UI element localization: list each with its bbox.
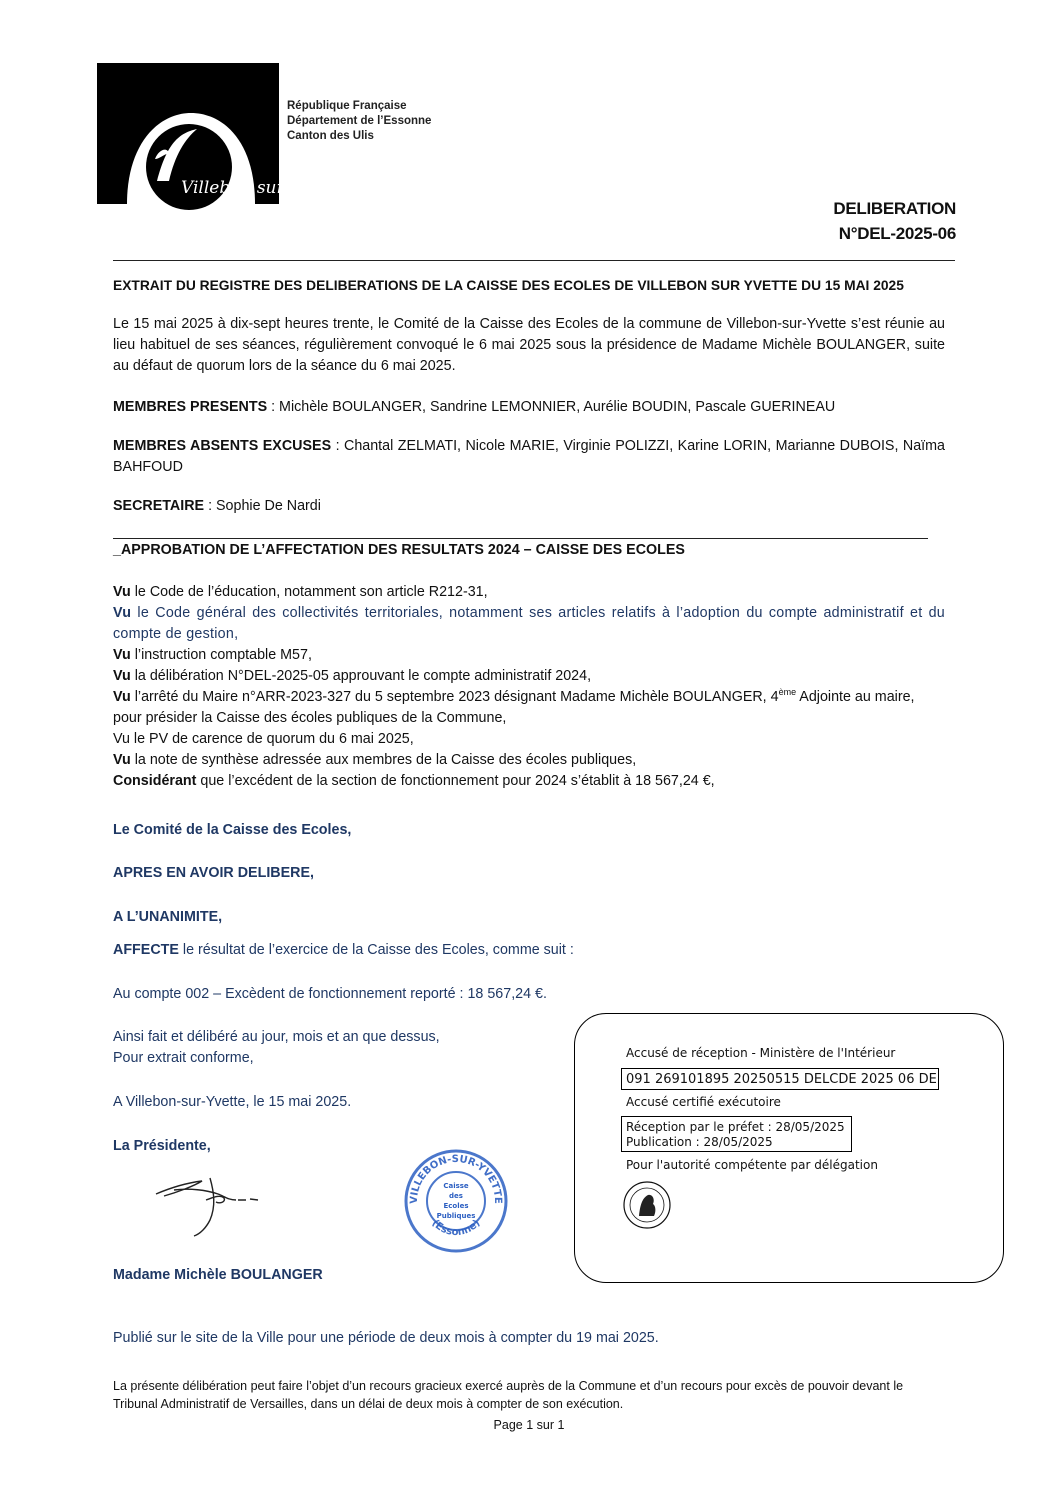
republic-label: République Française xyxy=(287,100,407,112)
marianne-seal-icon xyxy=(622,1180,672,1230)
visa-keyword: Vu xyxy=(113,605,132,621)
visa-text: Adjointe au maire, pour présider la Caisse des écoles publiques de la Commune, xyxy=(113,689,915,726)
deliberation-heading xyxy=(833,196,956,246)
members-absent-value: : Chantal ZELMATI, Nicole MARIE, Virginie POLIZZI, Karine LORIN, Marianne DUBOIS, Naïma BAHFOUD xyxy=(113,438,945,475)
department-label: Département de l’Essonne xyxy=(287,115,432,127)
signature xyxy=(150,1170,265,1240)
visa-keyword: Considérant xyxy=(113,773,197,789)
visa-text: le Code général des collectivités territoriales, notamment ses articles relatifs à l’adoption du compte administratif et du compte de gestion, xyxy=(113,605,945,642)
visa-keyword: Vu xyxy=(113,584,131,600)
header-divider xyxy=(113,260,955,261)
visa-line xyxy=(113,582,945,603)
svg-text:VILLEBON-SUR-YVETTE: VILLEBON-SUR-YVETTE xyxy=(408,1153,504,1204)
affecte-line xyxy=(113,940,945,961)
visa-line xyxy=(113,750,945,771)
svg-text:des: des xyxy=(449,1192,463,1200)
visa-text: le Code de l’éducation, notamment son article R212-31, xyxy=(130,584,488,600)
receipt-reception: Réception par le préfet : 28/05/2025 xyxy=(626,1120,845,1134)
president-name: Madame Michèle BOULANGER xyxy=(113,1267,323,1283)
subject-heading: _APPROBATION DE L’AFFECTATION DES RESULTATS 2024 – CAISSE DES ECOLES xyxy=(113,542,685,558)
canton-label: Canton des Ulis xyxy=(287,130,374,142)
appeal-note: La présente délibération peut faire l’objet d’un recours gracieux exercé auprès de la Commune et d’un recours pour excès de pouvoir devant le Tribunal Administratif de Versailles, dans un délai de deux mois à compter de son exécution. xyxy=(113,1379,904,1411)
members-present-label: MEMBRES PRESENTS xyxy=(113,399,268,415)
closing-line-2: Pour extrait conforme, xyxy=(113,1050,254,1066)
visa-line xyxy=(113,645,945,666)
visa-line xyxy=(113,603,945,645)
unanimity: A L’UNANIMITE, xyxy=(113,909,223,925)
receipt-title: Accusé de réception - Ministère de l'Intérieur xyxy=(626,1046,896,1060)
affecte-keyword: AFFECTE xyxy=(113,942,179,958)
president-title: La Présidente, xyxy=(113,1138,211,1154)
republic-heading xyxy=(287,99,431,144)
members-present-value: : Michèle BOULANGER, Sandrine LEMONNIER, Aurélie BOUDIN, Pascale GUERINEAU xyxy=(267,399,836,415)
visa-keyword: Vu xyxy=(113,752,131,768)
after-deliberation: APRES EN AVOIR DELIBERE, xyxy=(113,865,314,881)
secretary-value: : Sophie De Nardi xyxy=(204,498,321,514)
svg-text:Publiques: Publiques xyxy=(436,1212,476,1220)
visa-line: Vu le PV de carence de quorum du 6 mai 2025, xyxy=(113,731,414,747)
deliberation-number: N°DEL-2025-06 xyxy=(838,224,956,243)
visa-keyword: Vu xyxy=(113,647,131,663)
members-absent xyxy=(113,436,945,478)
visas-block xyxy=(113,582,945,792)
visa-text: la note de synthèse adressée aux membres de la Caisse des écoles publiques, xyxy=(130,752,637,768)
visa-line xyxy=(113,687,945,729)
affecte-text: le résultat de l’exercice de la Caisse des Ecoles, comme suit : xyxy=(178,942,574,958)
members-absent-label: MEMBRES ABSENTS EXCUSES xyxy=(113,438,332,454)
visa-keyword: Vu xyxy=(113,668,131,684)
receipt-id: 091 269101895 20250515 DELCDE 2025 06 DE xyxy=(626,1072,937,1087)
svg-text:Ecoles: Ecoles xyxy=(443,1202,469,1210)
committee-heading: Le Comité de la Caisse des Ecoles, xyxy=(113,822,352,838)
visa-text: l’arrêté du Maire n°ARR-2023-327 du 5 septembre 2023 désignant Madame Michèle BOULANGER, 4 xyxy=(130,689,779,705)
receipt-publication: Publication : 28/05/2025 xyxy=(626,1135,773,1149)
svg-text:Villebon sur Yvette: Villebon sur Yvette xyxy=(181,178,345,198)
intro-paragraph: Le 15 mai 2025 à dix-sept heures trente, le Comité de la Caisse des Ecoles de la commune de Villebon-sur-Yvette s’est réunie au lieu habituel de ses séances, régulièrement convoqué le 6 mai 2025 sous la présidence de Madame Michèle BOULANGER, suite au défaut de quorum lors de la séance du 6 mai 2025. xyxy=(113,316,945,374)
visa-text: que l’excédent de la section de fonctionnement pour 2024 s’établit à 18 567,24 €, xyxy=(196,773,715,789)
svg-text:(Essonne): (Essonne) xyxy=(429,1217,483,1239)
visa-line xyxy=(113,666,945,687)
svg-text:Caisse: Caisse xyxy=(443,1182,469,1190)
publication-note: Publié sur le site de la Ville pour une période de deux mois à compter du 19 mai 2025. xyxy=(113,1330,659,1346)
deliberation-title: DELIBERATION xyxy=(833,199,956,218)
section-divider xyxy=(113,538,928,539)
visa-superscript: ème xyxy=(778,687,797,698)
document-title: EXTRAIT DU REGISTRE DES DELIBERATIONS DE LA CAISSE DES ECOLES DE VILLEBON SUR YVETTE DU 15 MAI 2025 xyxy=(113,278,904,293)
secretary-label: SECRETAIRE xyxy=(113,498,205,514)
visa-text: l’instruction comptable M57, xyxy=(130,647,312,663)
visa-keyword: Vu xyxy=(113,689,131,705)
receipt-certified: Accusé certifié exécutoire xyxy=(626,1095,781,1109)
members-present xyxy=(113,397,945,418)
page-number: Page 1 sur 1 xyxy=(493,1418,565,1432)
secretary xyxy=(113,496,945,517)
visa-text: la délibération N°DEL-2025-05 approuvant le compte administratif 2024, xyxy=(130,668,592,684)
receipt-dates-field xyxy=(621,1116,852,1152)
place-date: A Villebon-sur-Yvette, le 15 mai 2025. xyxy=(113,1094,352,1110)
account-line: Au compte 002 – Excèdent de fonctionnement reporté : 18 567,24 €. xyxy=(113,986,547,1002)
caisse-des-ecoles-stamp xyxy=(403,1148,509,1254)
receipt-id-field xyxy=(621,1068,939,1090)
closing-line-1: Ainsi fait et délibéré au jour, mois et an que dessus, xyxy=(113,1029,440,1045)
visa-line xyxy=(113,771,945,792)
receipt-authority: Pour l'autorité compétente par délégation xyxy=(626,1158,878,1172)
